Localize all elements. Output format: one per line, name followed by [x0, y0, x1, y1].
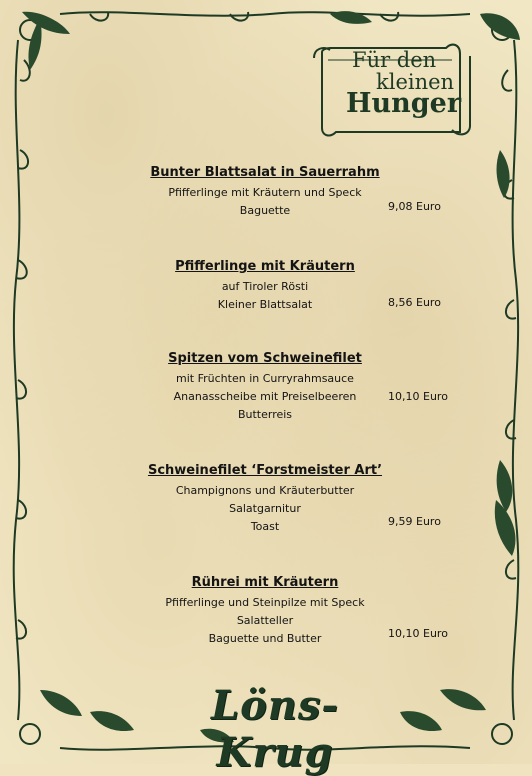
menu-item-line: Baguette und Butter — [208, 632, 322, 645]
menu-item-title: Rührei mit Kräutern — [191, 575, 339, 590]
title-banner — [318, 28, 468, 132]
menu-item-line: Baguette — [239, 204, 291, 217]
menu-item-line: Salatteller — [236, 614, 294, 627]
menu-item-title: Bunter Blattsalat in Sauerrahm — [150, 165, 380, 180]
banner-line-2: kleinen — [376, 70, 455, 94]
menu-item-line: Pfifferlinge und Steinpilze mit Speck — [165, 596, 365, 609]
menu-item-line: Salatgarnitur — [229, 502, 301, 515]
menu-item-price: 9,59 Euro — [388, 515, 441, 528]
menu-item-price: 10,10 Euro — [388, 627, 448, 640]
menu-item-line: Toast — [250, 520, 280, 533]
menu-item-line: Butterreis — [237, 408, 293, 421]
menu-item-title: Pfifferlinge mit Kräutern — [175, 259, 355, 274]
menu-item-title: Schweinefilet ‘Forstmeister Art’ — [147, 463, 383, 478]
menu-item-title: Spitzen vom Schweinefilet — [168, 351, 362, 366]
menu-item-price: 9,08 Euro — [388, 200, 441, 213]
menu-item-line: Pfifferlinge mit Kräutern und Speck — [168, 186, 362, 199]
menu-item-line: Ananasscheibe mit Preiselbeeren — [173, 390, 357, 403]
menu-item-price: 10,10 Euro — [388, 390, 448, 403]
banner-line-1: Für den — [352, 48, 437, 72]
menu-item — [90, 350, 440, 424]
menu-item-line: Kleiner Blattsalat — [217, 298, 313, 311]
restaurant-logo: Löns-Krug — [210, 682, 339, 776]
banner-line-3: Hunger — [346, 88, 462, 119]
menu-item-line: Champignons und Kräuterbutter — [175, 484, 355, 497]
menu-item-line: mit Früchten in Curryrahmsauce — [176, 372, 354, 385]
menu-item-price: 8,56 Euro — [388, 296, 441, 309]
menu-item-line: auf Tiroler Rösti — [221, 280, 309, 293]
